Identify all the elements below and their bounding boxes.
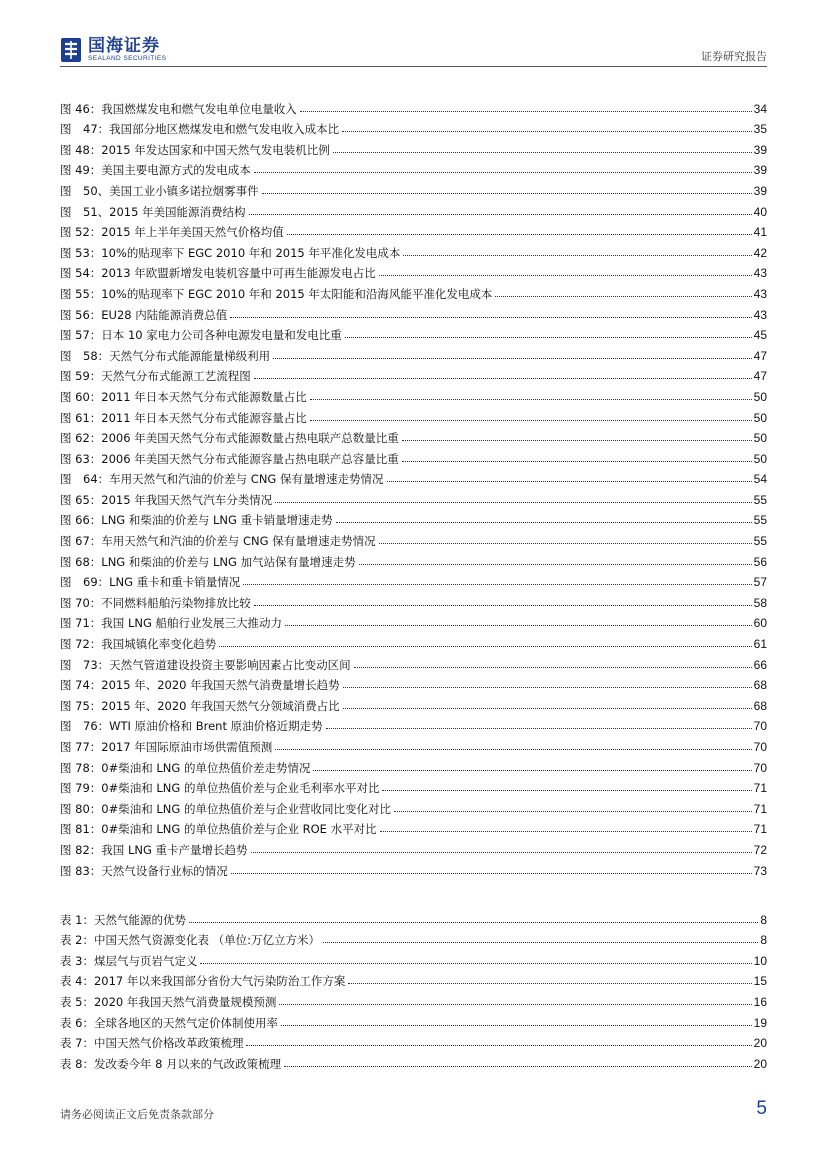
header-divider	[60, 66, 767, 67]
figure-toc-entry[interactable]	[60, 548, 767, 569]
figure-toc-entry[interactable]	[60, 219, 767, 240]
toc-entry-label: 图 83：天然气设备行业标的情况	[60, 863, 228, 878]
toc-entry-page: 55	[753, 513, 767, 528]
toc-entry-page: 42	[753, 245, 767, 260]
toc-entry-label: 图 57：日本 10 家电力公司各种电源发电量和发电比重	[60, 328, 342, 343]
dot-leader	[230, 317, 751, 318]
toc-entry-label: 图 62：2006 年美国天然气分布式能源数量占热电联产总数量比重	[60, 431, 399, 446]
toc-entry-label: 图 78：0#柴油和 LNG 的单位热值价差走势情况	[60, 760, 311, 775]
toc-entry-label: 图 65：2015 年我国天然气汽车分类情况	[60, 492, 273, 507]
toc-entry-page: 20	[753, 1036, 767, 1051]
toc-entry-label: 表 8：发改委今年 8 月以来的气改政策梳理	[60, 1056, 282, 1071]
dot-leader	[379, 543, 752, 544]
dot-leader	[254, 605, 752, 606]
figure-toc-entry[interactable]	[60, 610, 767, 631]
toc-entry-page: 50	[753, 389, 767, 404]
toc-entry-page: 70	[753, 760, 767, 775]
logo-chinese-name: 国海证券	[88, 36, 160, 56]
toc-entry-page: 41	[753, 225, 767, 240]
figure-toc-entry[interactable]	[60, 322, 767, 343]
toc-entry-page: 35	[753, 122, 767, 137]
toc-entry-label: 图 60：2011 年日本天然气分布式能源数量占比	[60, 389, 307, 404]
dot-leader	[273, 358, 752, 359]
toc-entry-label: 图 55：10%的贴现率下 EGC 2010 年和 2015 年太阳能和沿海风能平准化发电成本	[60, 286, 493, 301]
page-header	[60, 34, 767, 68]
toc-entry-page: 68	[753, 698, 767, 713]
dot-leader	[333, 152, 752, 153]
dot-leader	[281, 1025, 752, 1026]
toc-entry-label: 图 76：WTI 原油价格和 Brent 原油价格近期走势	[60, 719, 323, 734]
dot-leader	[254, 378, 752, 379]
dot-leader	[251, 852, 752, 853]
dot-leader	[243, 584, 751, 585]
table-toc-entry[interactable]	[60, 947, 767, 968]
dot-leader	[275, 502, 751, 503]
toc-entry-label: 图 51、2015 年美国能源消费结构	[60, 204, 246, 219]
dot-leader	[189, 922, 758, 923]
figure-toc-entry[interactable]	[60, 404, 767, 425]
toc-entry-page: 43	[753, 307, 767, 322]
figure-toc-entry[interactable]	[60, 116, 767, 137]
toc-entry-page: 16	[753, 994, 767, 1009]
dot-leader	[246, 1045, 751, 1046]
figure-toc-entry[interactable]	[60, 630, 767, 651]
toc-entry-label: 表 7：中国天然气价格改革政策梳理	[60, 1036, 244, 1051]
dot-leader	[326, 728, 752, 729]
figure-toc-entry[interactable]	[60, 651, 767, 672]
sealand-logo-icon	[60, 37, 82, 63]
toc-entry-page: 39	[753, 183, 767, 198]
dot-leader	[310, 399, 752, 400]
dot-leader	[402, 461, 752, 462]
dot-leader	[279, 1004, 751, 1005]
dot-leader	[403, 255, 751, 256]
figure-toc-entry[interactable]	[60, 280, 767, 301]
table-toc-entry[interactable]	[60, 1050, 767, 1071]
table-toc-entry[interactable]	[60, 1009, 767, 1030]
dot-leader	[343, 687, 752, 688]
figure-toc-entry[interactable]	[60, 425, 767, 446]
toc-entry-page: 45	[753, 328, 767, 343]
toc-entry-label: 图 66：LNG 和柴油的价差与 LNG 重卡销量增速走势	[60, 513, 333, 528]
toc-entry-label: 图 58：天然气分布式能源能量梯级利用	[60, 348, 271, 363]
toc-entry-page: 71	[753, 822, 767, 837]
toc-entry-page: 50	[753, 410, 767, 425]
figure-toc-entry[interactable]	[60, 342, 767, 363]
dot-leader	[402, 440, 752, 441]
figure-toc-entry[interactable]	[60, 816, 767, 837]
figure-toc-entry[interactable]	[60, 733, 767, 754]
toc-entry-label: 表 2：中国天然气资源变化表 （单位:万亿立方米）	[60, 933, 320, 948]
figure-toc-entry[interactable]	[60, 795, 767, 816]
toc-entry-label: 图 71：我国 LNG 船舶行业发展三大推动力	[60, 616, 283, 631]
dot-leader	[345, 337, 752, 338]
dot-leader	[219, 646, 751, 647]
disclaimer-note: 请务必阅读正文后免责条款部分	[60, 1108, 214, 1121]
table-toc-entry[interactable]	[60, 988, 767, 1009]
toc-entry-label: 图 82：我国 LNG 重卡产量增长趋势	[60, 842, 248, 857]
toc-entry-page: 50	[753, 451, 767, 466]
toc-entry-page: 54	[753, 472, 767, 487]
figure-toc-entry[interactable]	[60, 157, 767, 178]
figure-toc-entry[interactable]	[60, 239, 767, 260]
toc-entry-label: 图 54：2013 年欧盟新增发电装机容量中可再生能源发电占比	[60, 266, 376, 281]
toc-entry-label: 表 3：煤层气与页岩气定义	[60, 953, 198, 968]
toc-entry-page: 73	[753, 863, 767, 878]
toc-entry-label: 图 46：我国燃煤发电和燃气发电单位电量收入	[60, 101, 297, 116]
dot-leader	[336, 522, 752, 523]
toc-entry-label: 图 67：车用天然气和汽油的价差与 CNG 保有量增速走势情况	[60, 534, 376, 549]
figure-toc-entry[interactable]	[60, 692, 767, 713]
figure-toc-entry[interactable]	[60, 383, 767, 404]
figure-toc-entry[interactable]	[60, 713, 767, 734]
figure-toc-entry[interactable]	[60, 260, 767, 281]
dot-leader	[285, 625, 752, 626]
figure-toc-entry[interactable]	[60, 136, 767, 157]
toc-entry-label: 图 68：LNG 和柴油的价差与 LNG 加气站保有量增速走势	[60, 554, 356, 569]
toc-entry-label: 图 61：2011 年日本天然气分布式能源容量占比	[60, 410, 307, 425]
toc-entry-page: 19	[753, 1015, 767, 1030]
dot-leader	[323, 942, 758, 943]
figure-toc-entry[interactable]	[60, 836, 767, 857]
figure-toc-entry[interactable]	[60, 507, 767, 528]
toc-entry-page: 20	[753, 1056, 767, 1071]
toc-entry-label: 图 74：2015 年、2020 年我国天然气消费量增长趋势	[60, 678, 340, 693]
toc-entry-page: 43	[753, 286, 767, 301]
toc-entry-page: 68	[753, 678, 767, 693]
dot-leader	[354, 667, 752, 668]
toc-entry-label: 图 53：10%的贴现率下 EGC 2010 年和 2015 年平准化发电成本	[60, 245, 401, 260]
dot-leader	[382, 790, 751, 791]
dot-leader	[284, 1066, 752, 1067]
toc-entry-label: 图 63：2006 年美国天然气分布式能源容量占热电联产总容量比重	[60, 451, 399, 466]
toc-entry-page: 34	[753, 101, 767, 116]
toc-entry-label: 图 72：我国城镇化率变化趋势	[60, 637, 217, 652]
figure-toc-entry[interactable]	[60, 672, 767, 693]
toc-entry-label: 图 69：LNG 重卡和重卡销量情况	[60, 575, 241, 590]
dot-leader	[313, 770, 751, 771]
logo-english-name: SEALAND SECURITIES	[88, 55, 167, 62]
toc-entry-label: 表 5：2020 年我国天然气消费量规模预测	[60, 994, 277, 1009]
figure-toc-entry[interactable]	[60, 589, 767, 610]
dot-leader	[495, 296, 751, 297]
table-toc-entry[interactable]	[60, 968, 767, 989]
toc-entry-label: 图 47：我国部分地区燃煤发电和燃气发电收入成本比	[60, 122, 340, 137]
toc-entry-page: 72	[753, 842, 767, 857]
figure-toc-entry[interactable]	[60, 198, 767, 219]
toc-entry-page: 70	[753, 740, 767, 754]
dot-leader	[394, 811, 752, 812]
toc-entry-page: 55	[753, 492, 767, 507]
figure-toc-entry[interactable]	[60, 177, 767, 198]
page-number: 5	[756, 1098, 767, 1119]
dot-leader	[262, 193, 752, 194]
figure-toc-entry[interactable]	[60, 466, 767, 487]
dot-leader	[200, 963, 751, 964]
toc-entry-page: 39	[753, 163, 767, 178]
toc-entry-page: 66	[753, 657, 767, 672]
dot-leader	[254, 172, 752, 173]
toc-entry-page: 71	[753, 801, 767, 816]
dot-leader	[275, 749, 751, 750]
toc-entry-page: 50	[753, 431, 767, 446]
dot-leader	[287, 234, 752, 235]
toc-entry-page: 55	[753, 534, 767, 549]
dot-leader	[387, 481, 752, 482]
dot-leader	[359, 564, 752, 565]
dot-leader	[310, 420, 752, 421]
toc-entry-page: 10	[753, 953, 767, 968]
toc-entry-label: 表 6：全球各地区的天然气定价体制使用率	[60, 1015, 278, 1030]
figure-toc-entry[interactable]	[60, 857, 767, 878]
toc-entry-page: 70	[753, 719, 767, 734]
figure-toc-entry[interactable]	[60, 754, 767, 775]
report-type-label: 证券研究报告	[701, 50, 767, 63]
toc-entry-label: 图 73：天然气管道建设投资主要影响因素占比变动区间	[60, 657, 351, 672]
figure-toc-entry[interactable]	[60, 445, 767, 466]
toc-entry-label: 图 75：2015 年、2020 年我国天然气分领域消费占比	[60, 698, 340, 713]
dot-leader	[300, 111, 752, 112]
toc-entry-label: 表 1：天然气能源的优势	[60, 912, 186, 927]
figure-toc-entry[interactable]	[60, 527, 767, 548]
table-list	[60, 906, 767, 1071]
toc-entry-label: 图 80：0#柴油和 LNG 的单位热值价差与企业营收同比变化对比	[60, 801, 391, 816]
figure-toc-entry[interactable]	[60, 301, 767, 322]
figure-toc-entry[interactable]	[60, 95, 767, 116]
dot-leader	[343, 708, 752, 709]
dot-leader	[380, 831, 752, 832]
figure-toc-entry[interactable]	[60, 569, 767, 590]
table-toc-entry[interactable]	[60, 906, 767, 927]
toc-entry-page: 56	[753, 554, 767, 569]
toc-entry-label: 图 81：0#柴油和 LNG 的单位热值价差与企业 ROE 水平对比	[60, 822, 377, 837]
toc-entry-page: 40	[753, 204, 767, 219]
toc-entry-page: 15	[753, 974, 767, 989]
toc-entry-page: 8	[760, 912, 767, 927]
table-toc-entry[interactable]	[60, 927, 767, 948]
figure-list	[60, 95, 767, 878]
dot-leader	[342, 131, 752, 132]
toc-entry-label: 表 4：2017 年以来我国部分省份大气污染防治工作方案	[60, 974, 346, 989]
figure-toc-entry[interactable]	[60, 486, 767, 507]
toc-entry-page: 61	[753, 637, 767, 652]
toc-entry-page: 8	[760, 933, 767, 948]
toc-entry-page: 47	[753, 369, 767, 384]
toc-entry-label: 图 64：车用天然气和汽油的价差与 CNG 保有量增速走势情况	[60, 472, 384, 487]
toc-entry-label: 图 49：美国主要电源方式的发电成本	[60, 163, 251, 178]
figure-toc-entry[interactable]	[60, 363, 767, 384]
table-toc-entry[interactable]	[60, 1030, 767, 1051]
toc-entry-label: 图 77：2017 年国际原油市场供需值预测	[60, 740, 273, 754]
toc-entry-page: 43	[753, 266, 767, 281]
toc-entry-page: 60	[753, 616, 767, 631]
toc-entry-page: 57	[753, 575, 767, 590]
dot-leader	[249, 214, 752, 215]
dot-leader	[379, 275, 752, 276]
toc-entry-label: 图 56：EU28 内陆能源消费总值	[60, 307, 228, 322]
toc-entry-page: 39	[753, 142, 767, 157]
toc-entry-label: 图 70：不同燃料船舶污染物排放比较	[60, 595, 251, 610]
toc-entry-page: 58	[753, 595, 767, 610]
toc-entry-label: 图 48：2015 年发达国家和中国天然气发电装机比例	[60, 142, 330, 157]
toc-entry-label: 图 79：0#柴油和 LNG 的单位热值价差与企业毛利率水平对比	[60, 781, 380, 796]
figure-toc-entry[interactable]	[60, 775, 767, 796]
company-logo	[60, 34, 166, 66]
dot-leader	[231, 873, 752, 874]
toc-entry-label: 图 52：2015 年上半年美国天然气价格均值	[60, 225, 284, 240]
dot-leader	[348, 983, 751, 984]
toc-entry-label: 图 59：天然气分布式能源工艺流程图	[60, 369, 251, 384]
toc-entry-label: 图 50、美国工业小镇多诺拉烟雾事件	[60, 183, 259, 198]
page-footer	[60, 1098, 767, 1124]
toc-entry-page: 47	[753, 348, 767, 363]
toc-entry-page: 71	[753, 781, 767, 796]
